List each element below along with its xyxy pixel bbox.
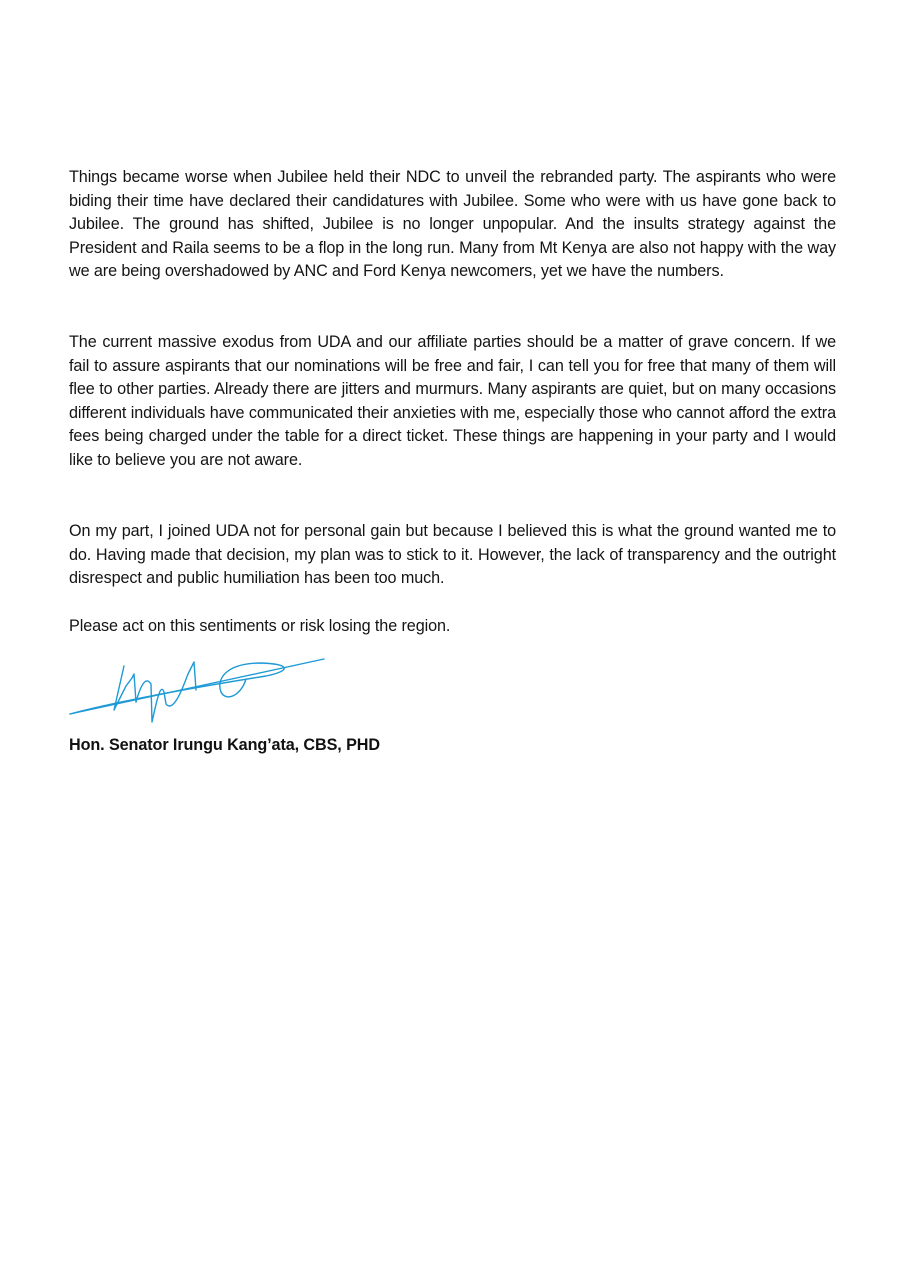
handwritten-signature-icon bbox=[66, 654, 331, 726]
paragraph-closing-request: Please act on this sentiments or risk losing the region. bbox=[69, 617, 451, 635]
signatory-name: Hon. Senator Irungu Kang’ata, CBS, PHD bbox=[69, 736, 380, 754]
paragraph-uda-exodus: The current massive exodus from UDA and our affiliate parties should be a matter of grave concern. If we fail to assure aspirants that our nominations will be free and fair, I can tell you for free that many of them will flee to other parties. Already there are jitters and murmurs. Many aspirants are quiet, but on many occasions different individuals have communicated their anxieties with me, especially those who cannot afford the extra fees being charged under the table for a direct ticket. These things are happening in your party and I would like to believe you are not aware. bbox=[69, 333, 836, 469]
paragraph-personal-stance: On my part, I joined UDA not for personal gain but because I believed this is what the ground wanted me to do. Having made that decision, my plan was to stick to it. However, the lack of transparency and the outright disrespect and public humiliation has been too much. bbox=[69, 522, 836, 588]
paragraph-jubilee-ndc: Things became worse when Jubilee held their NDC to unveil the rebranded party. The aspirants who were biding their time have declared their candidatures with Jubilee. Some who were with us have gone back to Jubilee. The ground has shifted, Jubilee is no longer unpopular. And the insults strategy against the President and Raila seems to be a flop in the long run. Many from Mt Kenya are also not happy with the way we are being overshadowed by ANC and Ford Kenya newcomers, yet we have the numbers. bbox=[69, 168, 836, 281]
